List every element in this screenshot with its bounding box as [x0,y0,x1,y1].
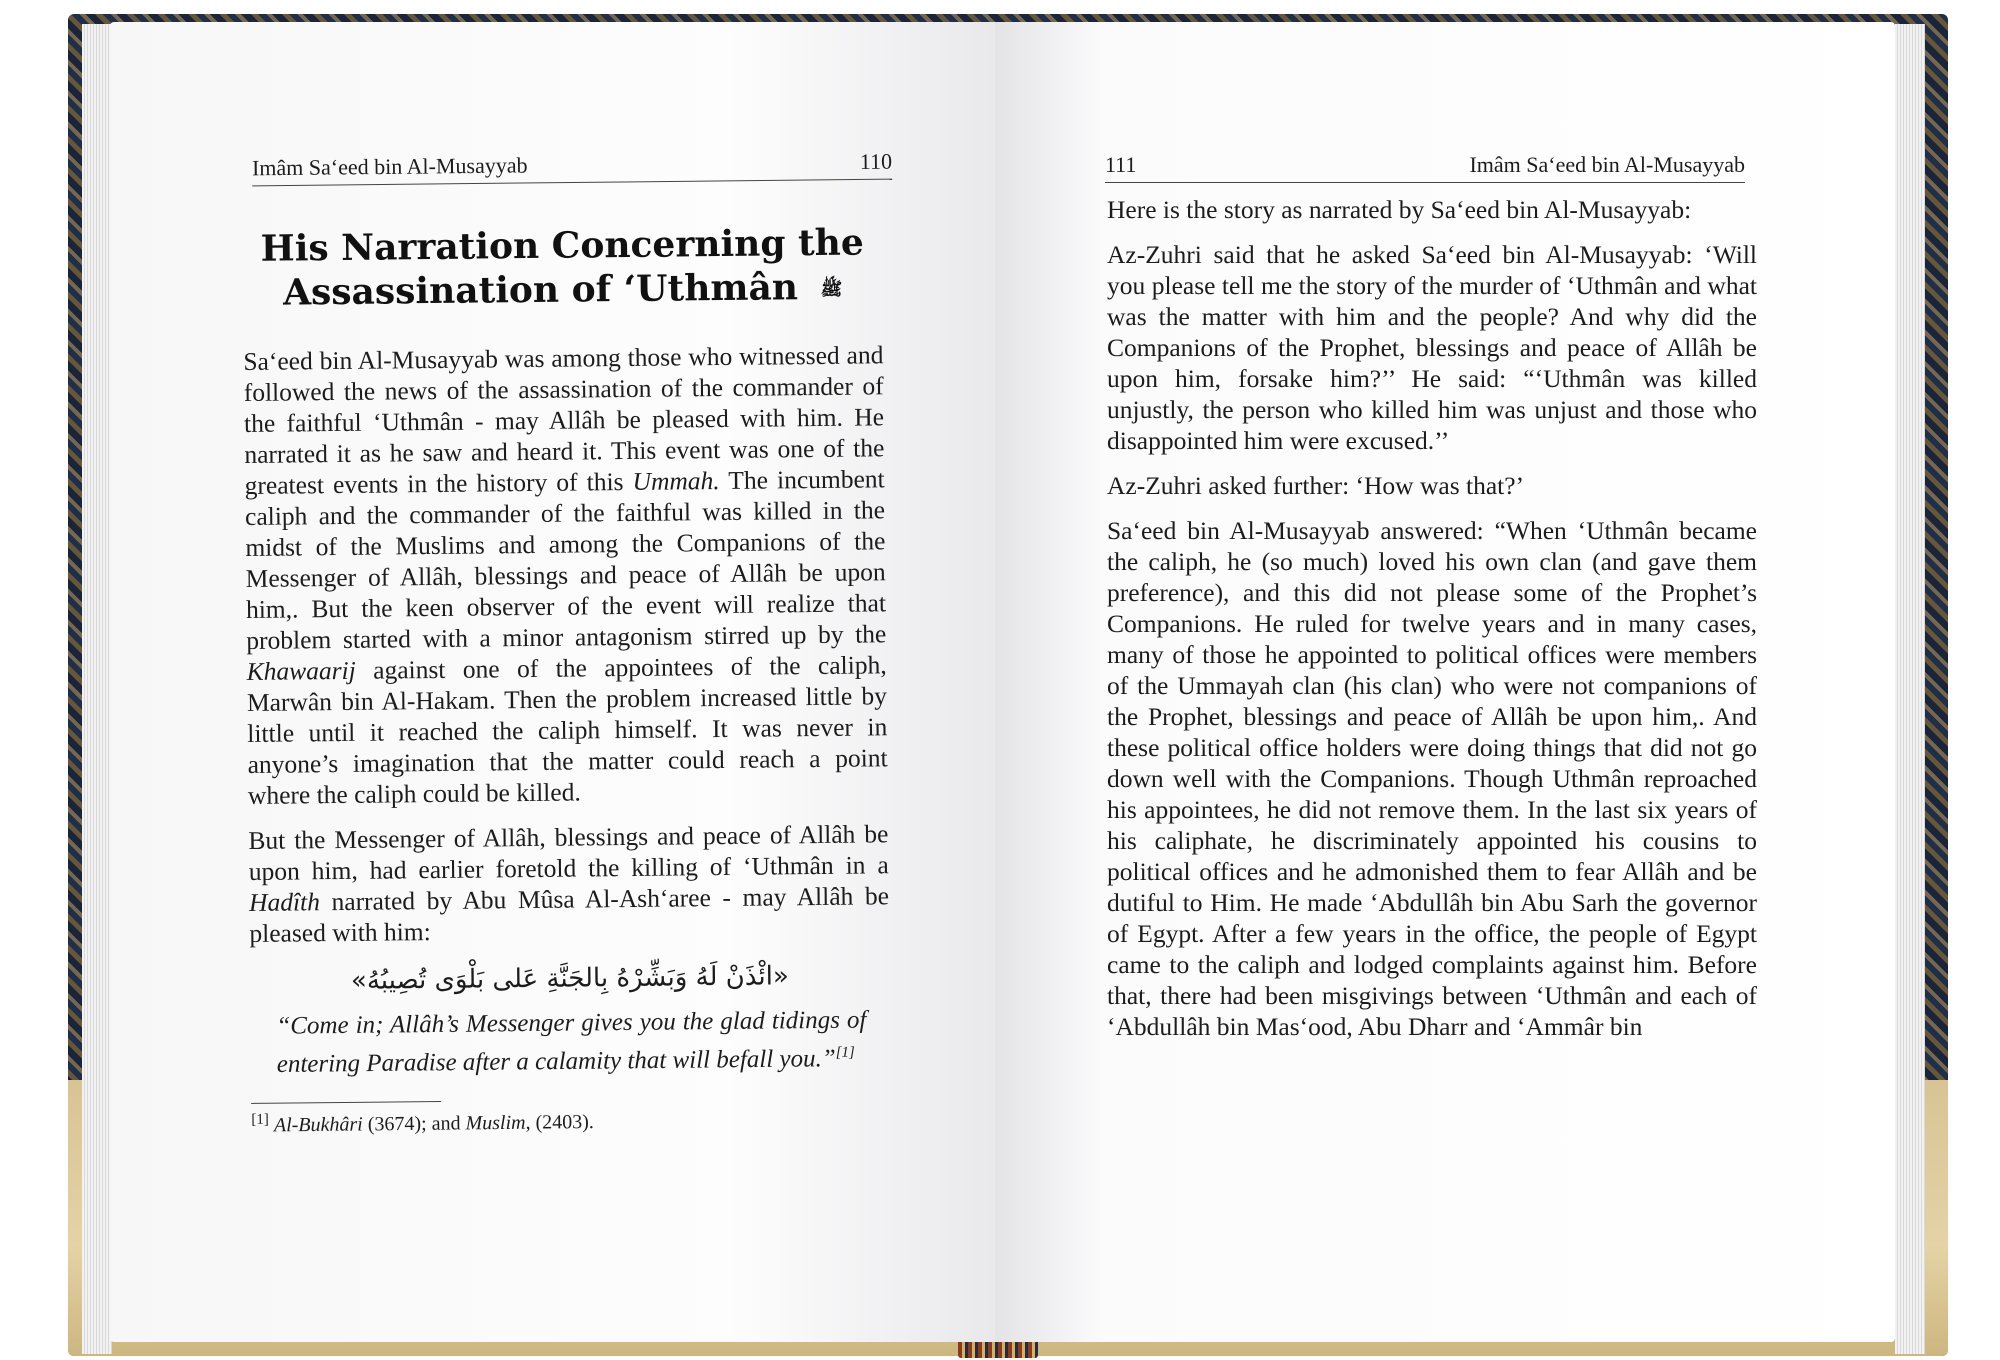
running-title: Imâm Sa‘eed bin Al-Musayyab [1469,152,1745,177]
paragraph: Az-Zuhri said that he asked Sa‘eed bin Al-Musayyab: ‘Will you please tell me the story of the murder of ‘Uthmân and what was the matter with him and the people? And why did the Companions of the Prophet, blessings and peace of Allâh be upon him, forsake him?’’ He said: “‘Uthmân was killed unjustly, the person who killed him was unjust and those who disappointed him were excused.’’ [1107,240,1757,455]
page-number: 110 [859,148,893,174]
left-page-content [242,220,892,1138]
paragraph: Az-Zuhri asked further: ‘How was that?’ [1107,471,1525,500]
footnote-divider [251,1101,441,1104]
chapter-title-line1: His Narration Concerning the [260,221,864,270]
paragraph: Here is the story as narrated by Sa‘eed bin Al-Musayyab: [1107,195,1692,224]
right-page-content [1107,194,1757,1056]
chapter-title-line2: Assassination of ‘Uthmân [282,266,799,314]
paragraph: Sa‘eed bin Al-Musayyab was among those who witnessed and followed the news of the assassination of the commander of the faithful ‘Uthmân - may Allâh be pleased with him. He narrated it as he saw and heard it. This event was one of the greatest events in the history of this Ummah. The incumbent caliph and the commander of the faithful was killed in the midst of the Muslims and among the Companions of the Messenger of Allâh, blessings and peace of Allâh be upon him,. But the keen observer of the event will realize that problem started with a minor antagonism stirred up by the Khawaarij against one of the appointees of the caliph, Marwân bin Al-Hakam. Then the problem increased little by little until it reached the caliph himself. It was never in anyone’s imagination that the matter could reach a point where the caliph could be killed. [243,340,888,810]
hadith-translation: “Come in; Allâh’s Messenger gives you the glad tidings of entering Paradise after a calamity that will befall you.”[1] [276,1006,867,1079]
page-edges-right [1895,24,1925,1354]
honorific-mark: ﷺ [820,278,843,300]
arabic-hadith-quote: «ائْذَنْ لَهُ وَبَشِّرْهُ بِالجَنَّةِ عَلى بَلْوَى تُصِيبُهُ» [350,961,789,996]
page-number: 111 [1105,152,1137,177]
right-page [995,22,1895,1342]
page-edges-left [82,24,112,1354]
paragraph: Sa‘eed bin Al-Musayyab answered: “When ‘Uthmân became the caliph, he (so much) loved his own clan (and gave them preference), and this did not please some of the Prophet’s Companions. He ruled for twelve years and in many cases, many of those he appointed to political offices were members of the Ummayah clan (his clan) who were not companions of the Prophet, blessings and peace of Allâh be upon him,. And these political office holders were doing things that did not go down well with the Companions. Though Uthmân reproached his appointees, he did not remove them. In the last six years of his caliphate, he discriminately appointed his cousins to political offices and he admonished them to fear Allâh and be dutiful to Him. He made ‘Abdullâh bin Abu Sarh the governor of Egypt. After a few years in the office, the people of Egypt came to the caliph and lodged complaints against him. Before that, there had been misgivings between ‘Uthmân and each of ‘Abdullâh bin Mas‘ood, Abu Dharr and ‘Ammâr bin [1107,516,1757,1041]
left-page [110,22,995,1342]
chapter-title [242,220,883,318]
footnote: [1] Al-Bukhâri (3674); and Muslim, (2403). [251,1111,594,1137]
paragraph: But the Messenger of Allâh, blessings and peace of Allâh be upon him, had earlier foretold the killing of ‘Uthmân in a Hadîth narrated by Abu Mûsa Al-Ash‘aree - may Allâh be pleased with him: [248,819,890,948]
left-running-head [252,141,892,187]
right-running-head [1105,144,1745,183]
footnote-ref: [1] [835,1044,855,1061]
running-title: Imâm Sa‘eed bin Al-Musayyab [251,152,528,181]
